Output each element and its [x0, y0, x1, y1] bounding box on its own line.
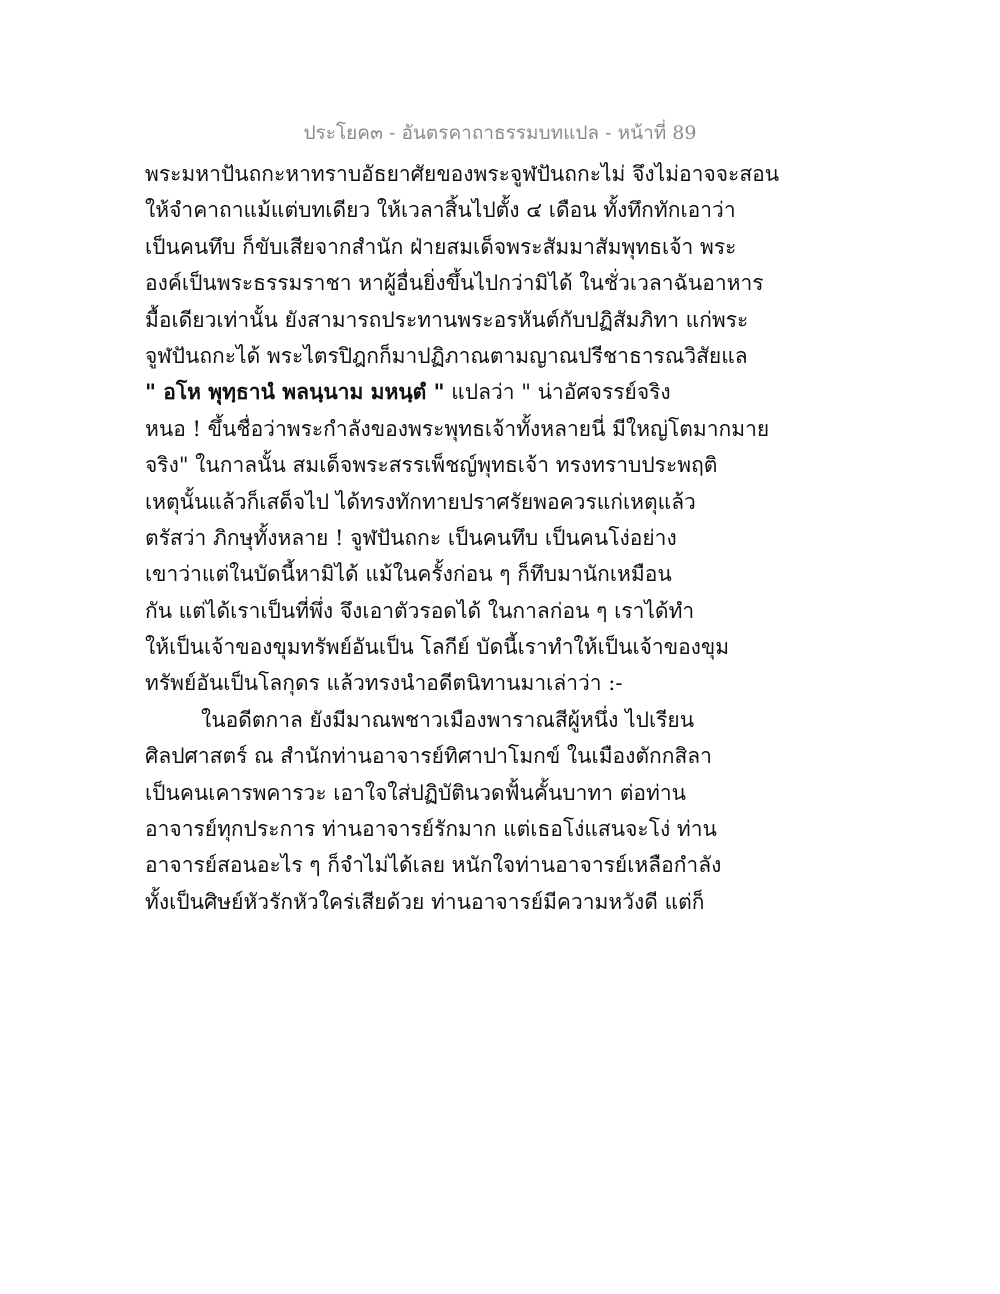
text-line: พระมหาปันถกะหาทราบอัธยาศัยของพระจูฬปันถกะไม่ จึงไม่อาจจะสอน: [145, 162, 780, 186]
text-line: จริง" ในกาลนั้น สมเด็จพระสรรเพ็ชญ์พุทธเจ้า ทรงทราบประพฤติ: [145, 453, 718, 478]
text-line: ศิลปศาสตร์ ณ สำนักท่านอาจารย์ทิศาปาโมกข์ ในเมืองตักกสิลา: [145, 744, 712, 769]
pali-translation-start: แปลว่า " น่าอัศจรรย์จริง: [444, 380, 671, 405]
text-line: ทรัพย์อันเป็นโลกุดร แล้วทรงนำอดีตนิทานมาเล่าว่า :-: [145, 671, 623, 696]
text-line: เหตุนั้นแล้วก็เสด็จไป ได้ทรงทักทายปราศรัยพอควรแก่เหตุแล้ว: [145, 489, 696, 514]
text-line: มื้อเดียวเท่านั้น ยังสามารถประทานพระอรหันต์กับปฏิสัมภิทา แก่พระ: [145, 307, 749, 332]
text-line: เขาว่าแต่ในบัดนี้หามิได้ แม้ในครั้งก่อน ๆ ก็ทึบมานักเหมือน: [145, 562, 672, 587]
text-line: ตรัสว่า ภิกษุทั้งหลาย ! จูฬปันถกะ เป็นคนทึบ เป็นคนโง่อย่าง: [145, 525, 677, 550]
text-line: กัน แต่ได้เราเป็นที่พึ่ง จึงเอาตัวรอดได้ ในกาลก่อน ๆ เราได้ทำ: [145, 598, 695, 623]
text-line: หนอ ! ขึ้นชื่อว่าพระกำลังของพระพุทธเจ้าทั้งหลายนี่ มีใหญ่โตมากมาย: [145, 416, 770, 441]
text-line: อาจารย์ทุกประการ ท่านอาจารย์รักมาก แต่เธอโง่แสนจะโง่ ท่าน: [145, 817, 717, 842]
pali-quote: " อโห พุทฺธานํ พลนฺนาม มหนฺตํ ": [145, 379, 445, 405]
text-line: เป็นคนทึบ ก็ขับเสียจากสำนัก ฝ่ายสมเด็จพระสัมมาสัมพุทธเจ้า พระ: [145, 234, 737, 259]
pali-quote-line: [145, 374, 845, 410]
text-line: องค์เป็นพระธรรมราชา หาผู้อื่นยิ่งขึ้นไปกว่ามิได้ ในชั่วเวลาฉันอาหาร: [145, 271, 764, 296]
text-line: ให้เป็นเจ้าของขุมทรัพย์อันเป็น โลกีย์ บัดนี้เราทำให้เป็นเจ้าของขุม: [145, 635, 730, 660]
text-line: ทั้งเป็นศิษย์หัวรักหัวใคร่เสียด้วย ท่านอาจารย์มีความหวังดี แต่ก็: [145, 889, 705, 914]
running-header: ประโยค๓ - อันตรคาถาธรรมบทแปล - หน้าที่ 89: [303, 122, 697, 144]
text-line: เป็นคนเคารพคารวะ เอาใจใส่ปฏิบัตินวดฟั้นคั้นบาทา ต่อท่าน: [145, 780, 686, 805]
text-line: จูฬปันถกะได้ พระไตรปิฎกก็มาปฏิภาณตามญาณปรีชาธารณวิสัยแล: [145, 343, 748, 368]
text-line: อาจารย์สอนอะไร ๆ ก็จำไม่ได้เลย หนักใจท่านอาจารย์เหลือกำลัง: [145, 853, 722, 878]
paragraph-first-line: ในอดีตกาล ยังมีมาณพชาวเมืองพาราณสีผู้หนึ่ง ไปเรียน: [201, 707, 695, 732]
text-line: ให้จำคาถาแม้แต่บทเดียว ให้เวลาสิ้นไปตั้ง ๔ เดือน ทั้งทึกทักเอาว่า: [145, 198, 736, 223]
body-text: [145, 156, 845, 920]
